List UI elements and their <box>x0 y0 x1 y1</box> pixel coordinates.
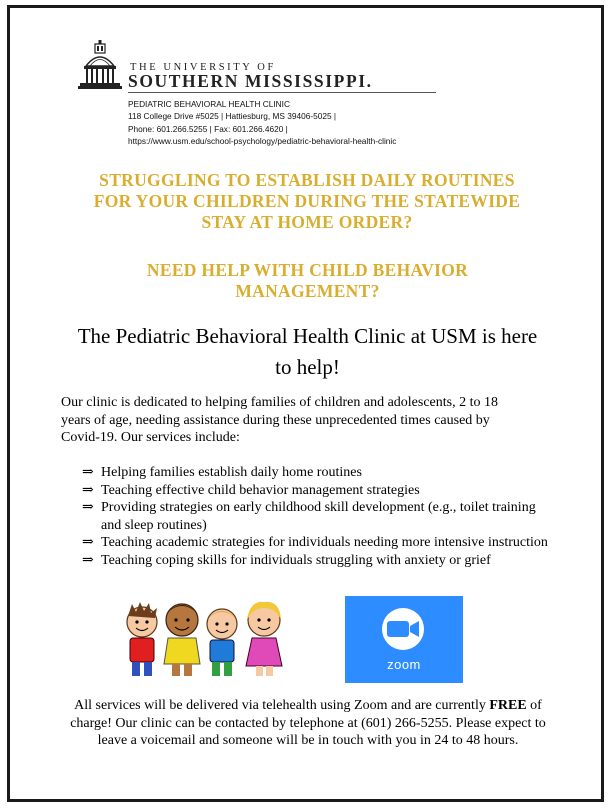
clinic-address: 118 College Drive #5025 | Hattiesburg, MS 39406-5025 | <box>128 111 337 122</box>
zoom-logo <box>345 596 463 683</box>
closing-paragraph <box>58 697 558 750</box>
list-item <box>82 482 552 500</box>
logo-line-university: THE UNIVERSITY OF <box>130 62 276 73</box>
services-list <box>82 464 552 569</box>
tagline: The Pediatric Behavioral Health Clinic at USM is here to help! <box>77 324 538 379</box>
list-item <box>82 534 552 552</box>
service-text: Teaching academic strategies for individuals needing more intensive instruction <box>101 535 548 550</box>
child-figure-4 <box>246 602 282 676</box>
closing-text-1: All services will be delivered via telehealth using Zoom and are currently <box>74 698 490 713</box>
children-illustration <box>120 598 290 680</box>
free-emphasis: FREE <box>489 698 527 713</box>
child-figure-2 <box>164 604 200 676</box>
video-camera-icon <box>373 607 433 651</box>
clinic-contact-block <box>128 98 396 148</box>
service-text: Providing strategies on early childhood skill development (e.g., toilet training and sleep routines) <box>101 500 536 533</box>
list-item <box>82 552 552 570</box>
logo-divider <box>128 92 436 93</box>
arrow-icon: ⇒ <box>82 552 94 568</box>
service-text: Teaching effective child behavior management strategies <box>101 482 420 498</box>
closing-text-2: of charge! Our clinic can be contacted by telephone at (601) 266-5255. Please expect to leave a voicemail and someone will be in touch with you in 24 to 48 hours. <box>70 698 546 748</box>
arrow-icon: ⇒ <box>82 500 94 515</box>
arrow-icon: ⇒ <box>82 482 94 498</box>
child-figure-3 <box>207 609 237 676</box>
headline-routines: STRUGGLING TO ESTABLISH DAILY ROUTINES FOR YOUR CHILDREN DURING THE STATEWIDE STAY AT HOME ORDER? <box>93 170 521 232</box>
dome-building-icon <box>78 40 122 90</box>
logo-line-southern-mississippi: SOUTHERN MISSISSIPPI. <box>128 71 373 91</box>
clinic-url[interactable]: https://www.usm.edu/school-psychology/pediatric-behavioral-health-clinic <box>128 136 397 147</box>
clinic-name: PEDIATRIC BEHAVIORAL HEALTH CLINIC <box>128 99 290 109</box>
child-figure-1 <box>127 602 157 676</box>
headline-behavior: NEED HELP WITH CHILD BEHAVIOR MANAGEMENT? <box>146 260 469 301</box>
zoom-wordmark: zoom <box>387 657 421 672</box>
list-item <box>82 499 552 534</box>
intro-paragraph: Our clinic is dedicated to helping families of children and adolescents, 2 to 18 years of age, needing assistance during these unprecedented times caused by Covid-19. Our services include: <box>61 395 498 445</box>
service-text: Teaching coping skills for individuals struggling with anxiety or grief <box>101 552 491 568</box>
service-text: Helping families establish daily home routines <box>101 465 362 480</box>
list-item <box>82 464 552 482</box>
page-frame <box>7 5 604 802</box>
arrow-icon: ⇒ <box>82 465 94 480</box>
clinic-phone-fax: Phone: 601.266.5255 | Fax: 601.266.4620 | <box>128 123 288 134</box>
arrow-icon: ⇒ <box>82 535 94 550</box>
